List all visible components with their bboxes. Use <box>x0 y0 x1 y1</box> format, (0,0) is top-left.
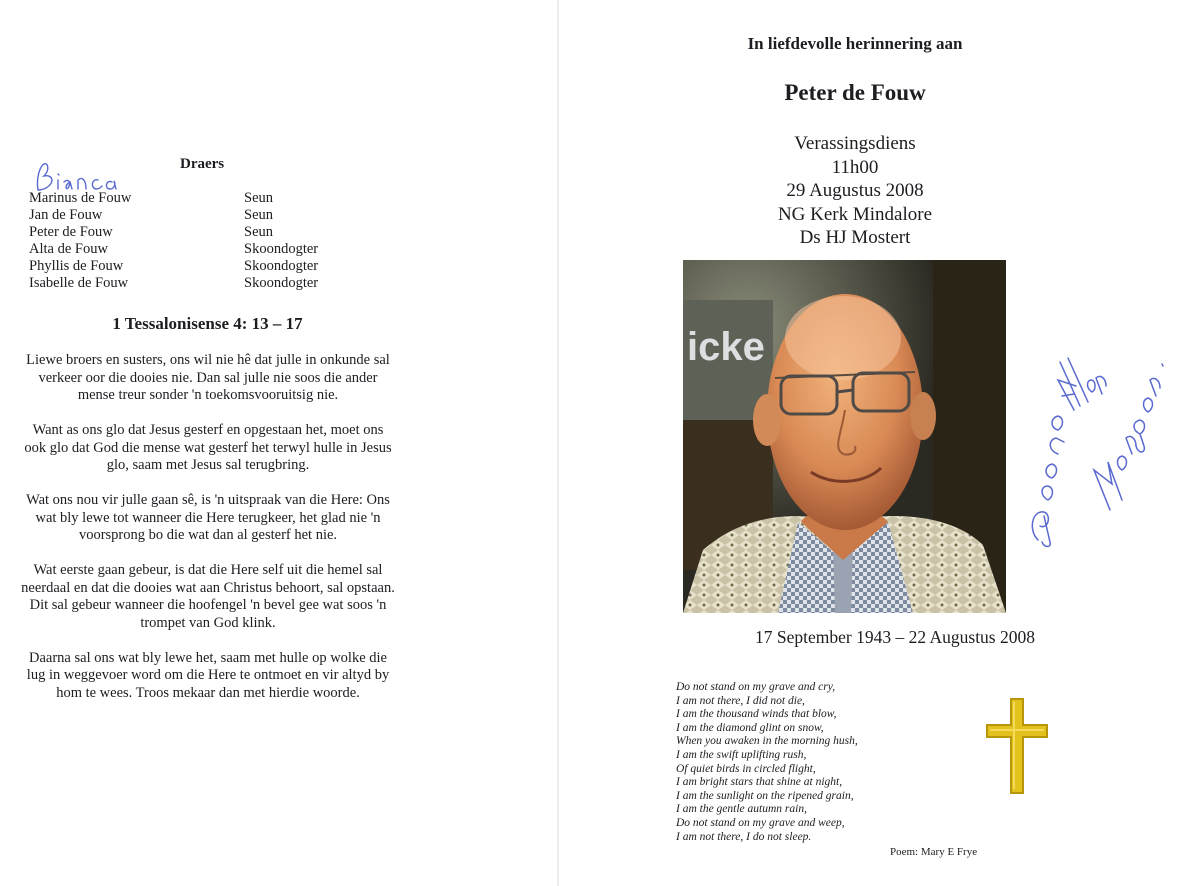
right-page <box>560 0 1200 886</box>
bearer-row <box>29 207 369 224</box>
bearer-relation: Seun <box>244 190 273 206</box>
bearer-row <box>29 224 369 241</box>
poem-line: I am the swift uplifting rush, <box>676 748 807 761</box>
poem-line: I am the thousand winds that blow, <box>676 708 837 721</box>
poem-line: Do not stand on my grave and weep, <box>676 816 845 829</box>
poem <box>676 681 976 844</box>
service-venue: NG Kerk Mindalore <box>777 203 933 225</box>
life-dates: 17 September 1943 – 22 Augustus 2008 <box>755 627 1035 647</box>
scripture-paragraph: Want as ons glo dat Jesus gesterf en opgestaan het, moet ons ook glo dat God die mense wat gesterf het terwyl hulle in Jesus glo, saam met Jesus sal terugbring. <box>24 422 392 473</box>
poem-line: I am the sunlight on the ripened grain, <box>676 789 854 802</box>
bearer-name: Jan de Fouw <box>29 207 103 223</box>
portrait-illustration <box>683 260 1006 613</box>
portrait-photo <box>683 260 1006 613</box>
page-fold-divider <box>557 0 559 886</box>
bearer-relation: Skoondogter <box>244 241 319 257</box>
scripture-paragraph: Daarna sal ons wat bly lewe het, saam met hulle op wolke die lug in weggevoer word om die Here te ontmoet en vir altyd by hom te wees. Troos mekaar dan met hierdie woorde. <box>26 649 390 701</box>
bearers-list <box>29 190 369 292</box>
service-minister: Ds HJ Mostert <box>799 227 911 248</box>
bearer-row <box>29 241 369 258</box>
scripture-heading: 1 Tessalonisense 4: 13 – 17 <box>112 314 303 333</box>
bearer-name: Phyllis de Fouw <box>29 258 124 274</box>
bearer-relation: Skoondogter <box>244 275 319 291</box>
memorial-heading: In liefdevolle herinnering aan <box>747 34 963 53</box>
scripture-paragraph: Liewe broers en susters, ons wil nie hê dat julle in onkunde sal verkeer oor die dooies nie. Dan sal julle nie soos die ander mense treur sonder 'n toekomsvooruitsig nie. <box>26 352 390 403</box>
deceased-name: Peter de Fouw <box>784 80 926 105</box>
poem-credit: Poem: Mary E Frye <box>890 846 978 858</box>
service-title: Verassingsdiens <box>794 133 916 154</box>
poem-line: I am bright stars that shine at night, <box>676 776 843 789</box>
service-time: 11h00 <box>831 156 879 178</box>
handwritten-signature <box>1018 350 1168 550</box>
left-page <box>0 0 557 886</box>
bearer-row <box>29 258 369 275</box>
bearer-relation: Seun <box>244 224 273 240</box>
scripture-paragraph: Wat eerste gaan gebeur, is dat die Here self uit die hemel sal neerdaal en dat die dooies wat aan Christus behoort, sal opstaan. Dit sal gebeur wanneer die hoofengel 'n bevel gee wat soos 'n trompet van God klink. <box>21 562 395 631</box>
poem-line: I am not there, I did not die, <box>676 694 805 707</box>
photo-background-sign: icke <box>687 325 765 369</box>
bearer-relation: Seun <box>244 207 273 223</box>
service-details <box>560 132 1150 250</box>
bearer-name: Isabelle de Fouw <box>29 275 129 291</box>
scripture-paragraph: Wat ons nou vir julle gaan sê, is 'n uitspraak van die Here: Ons wat bly lewe tot wanneer die Here terugkeer, het glad nie 'n voorsprong bo die wat dan al gesterf het nie. <box>26 492 390 543</box>
bearer-name: Peter de Fouw <box>29 224 113 240</box>
bearer-relation: Skoondogter <box>244 258 319 274</box>
bearer-row <box>29 275 369 292</box>
poem-line: I am the gentle autumn rain, <box>676 803 807 816</box>
scripture-body <box>20 352 396 720</box>
bearer-name: Marinus de Fouw <box>29 190 132 206</box>
bearer-name: Alta de Fouw <box>29 241 108 257</box>
poem-line: When you awaken in the morning hush, <box>676 735 858 748</box>
poem-line: Do not stand on my grave and cry, <box>676 681 836 693</box>
poem-line: Of quiet birds in circled flight, <box>676 762 816 775</box>
bearer-row <box>29 190 369 207</box>
service-date: 29 Augustus 2008 <box>786 180 924 201</box>
poem-line: I am the diamond glint on snow, <box>676 721 824 734</box>
bearers-heading: Draers <box>180 156 225 172</box>
cross-icon <box>985 697 1049 795</box>
poem-line: I am not there, I do not sleep. <box>676 830 812 843</box>
